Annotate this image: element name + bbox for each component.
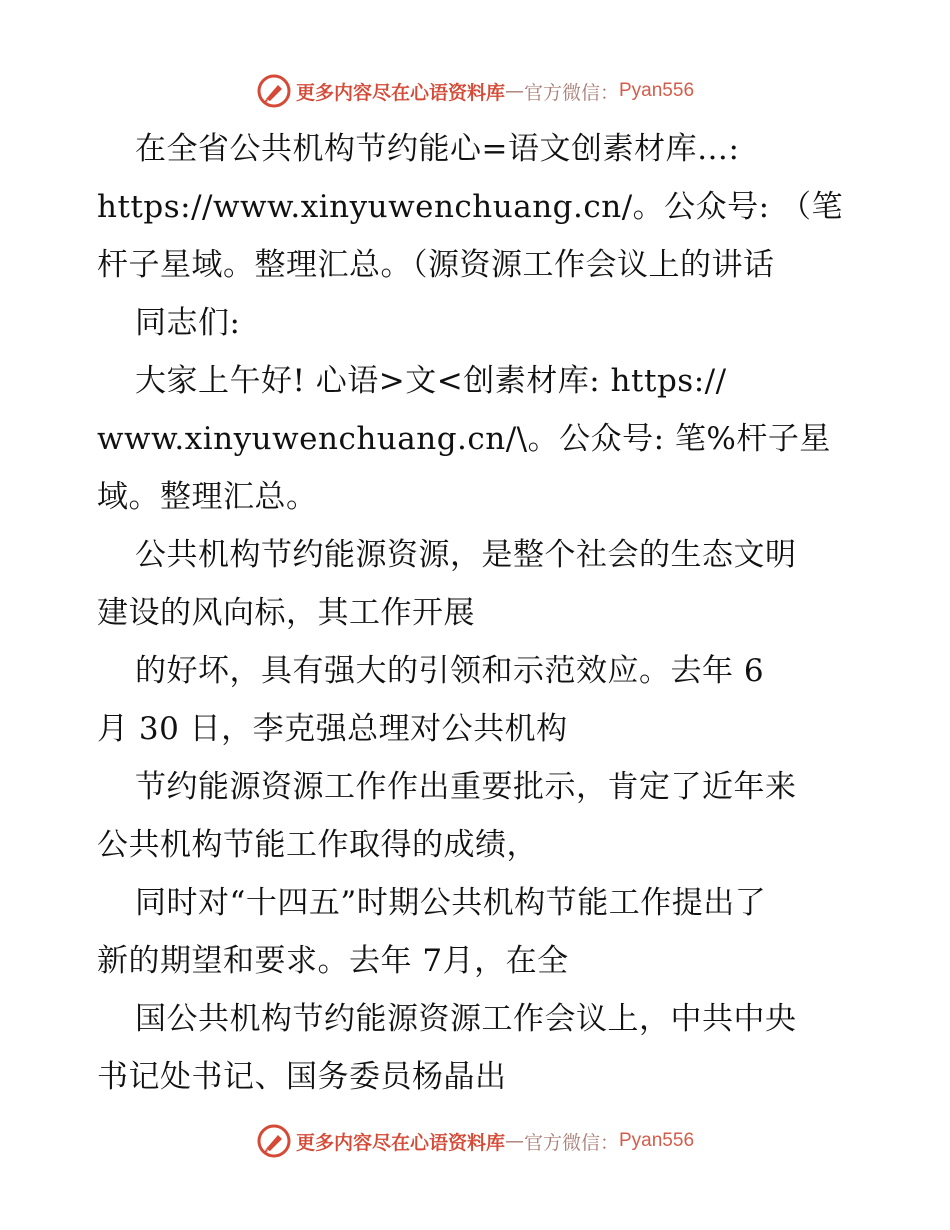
body-line: 月 30 日，李克强总理对公共机构 [97,711,568,747]
footer-watermark-banner [0,1121,950,1161]
banner-title: 更多内容尽在心语资料库 [295,81,505,104]
body-line: 的好坏，具有强大的引领和示范效应。去年 6 [135,653,765,689]
body-line: 书记处书记、国务委员杨晶出 [97,1059,507,1095]
header-watermark-banner [0,71,950,111]
banner-dash: — [504,1130,524,1152]
body-line: 节约能源资源工作作出重要批示，肯定了近年来 [135,769,797,805]
body-line: 杆子星域。整理汇总。（源资源工作会议上的讲话 [97,247,775,283]
body-line: 公共机构节能工作取得的成绩， [97,827,538,863]
body-line: 建设的风向标，其工作开展 [97,595,475,631]
banner-account: Pyan556 [619,1130,695,1151]
body-line: 国公共机构节约能源资源工作会议上，中共中央 [135,1001,797,1037]
body-line: 公共机构节约能源资源，是整个社会的生态文明 [135,537,797,573]
pen-logo-icon [256,73,292,109]
body-line: 同志们: [135,305,241,341]
banner-title: 更多内容尽在心语资料库 [295,1131,505,1154]
banner-dash: — [504,80,524,102]
banner-wechat-label: 官方微信： [523,81,619,104]
banner-account: Pyan556 [619,80,695,101]
body-line: 新的期望和要求。去年 7月，在全 [97,943,569,979]
pen-logo-icon [256,1123,292,1159]
body-line: 大家上午好! 心语>文<创素材库: https:// [135,363,727,399]
banner-wechat-label: 官方微信： [523,1131,619,1154]
body-line: www.xinyuwenchuang.cn/\。公众号: 笔%杆子星 [97,421,831,457]
document-body [97,120,857,1106]
body-line: https://www.xinyuwenchuang.cn/。公众号: （笔 [97,189,843,225]
body-line: 域。整理汇总。 [97,479,318,515]
body-line: 在全省公共机构节约能心=语文创素材库…: [135,131,740,167]
body-line: 同时对“十四五”时期公共机构节能工作提出了 [135,885,767,921]
